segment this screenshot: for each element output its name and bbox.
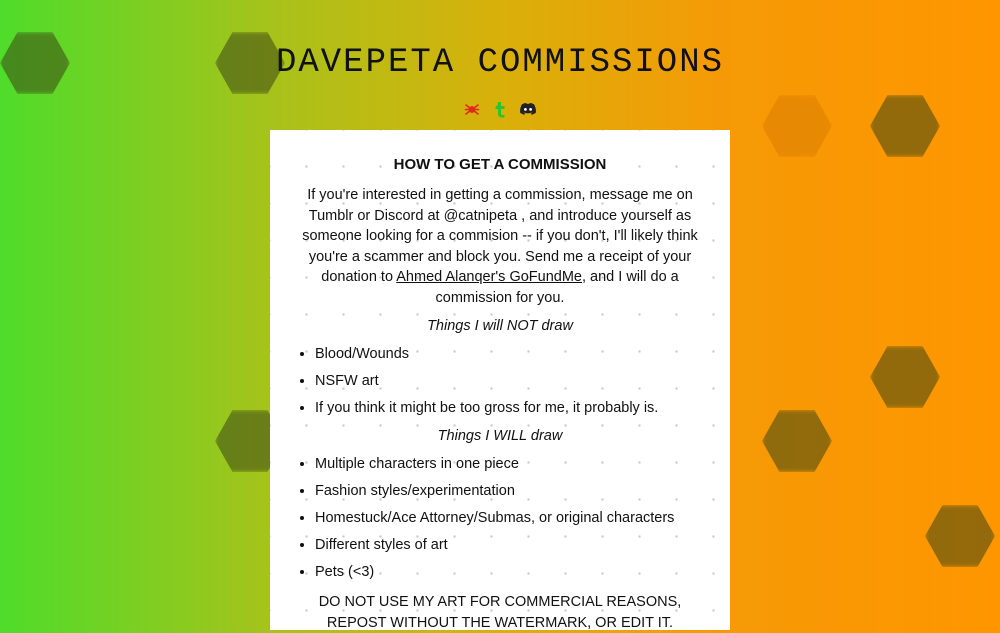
- commission-info-card: [270, 130, 730, 630]
- tumblr-icon[interactable]: [491, 100, 509, 118]
- will-draw-heading: Things I WILL draw: [437, 428, 563, 444]
- page-title: DAVEPETA COMMISSIONS: [275, 44, 725, 82]
- list-item: • NSFW art: [315, 371, 704, 391]
- will-not-draw-heading: Things I will NOT draw: [427, 318, 573, 334]
- list-item: • Pets (<3): [315, 562, 704, 582]
- list-item: • Different styles of art: [315, 535, 704, 555]
- intro-text-end: , and I will do a commission for you.: [435, 269, 679, 306]
- social-links: [0, 100, 1000, 118]
- background-hexagon: [870, 346, 940, 408]
- usage-warning: DO NOT USE MY ART FOR COMMERCIAL REASONS, REPOST WITHOUT THE WATERMARK, OR EDIT IT.: [318, 594, 682, 631]
- will-draw-list: [296, 454, 704, 582]
- list-item: • Homestuck/Ace Attorney/Submas, or original characters: [315, 508, 704, 528]
- gofundme-link[interactable]: Ahmed Alanqer's GoFundMe: [396, 269, 582, 285]
- list-item: • Blood/Wounds: [315, 344, 704, 364]
- intro-text: If you're interested in getting a commission, message me on Tumblr or Discord at @catnipeta , and introduce yourself as someone looking for a commision -- if you don't, I'll likely think you're a scammer and block you. Send me a receipt of your donation to: [302, 187, 698, 285]
- list-item: • Multiple characters in one piece: [315, 454, 704, 474]
- background-hexagon: [925, 505, 995, 567]
- will-not-draw-list: [296, 344, 704, 418]
- discord-icon[interactable]: [519, 100, 537, 118]
- intro-paragraph: [296, 185, 704, 308]
- list-item: • If you think it might be too gross for me, it probably is.: [315, 398, 704, 418]
- card-heading: HOW TO GET A COMMISSION: [393, 156, 607, 173]
- spider-icon[interactable]: [463, 100, 481, 118]
- list-item: • Fashion styles/experimentation: [315, 481, 704, 501]
- background-hexagon: [762, 410, 832, 472]
